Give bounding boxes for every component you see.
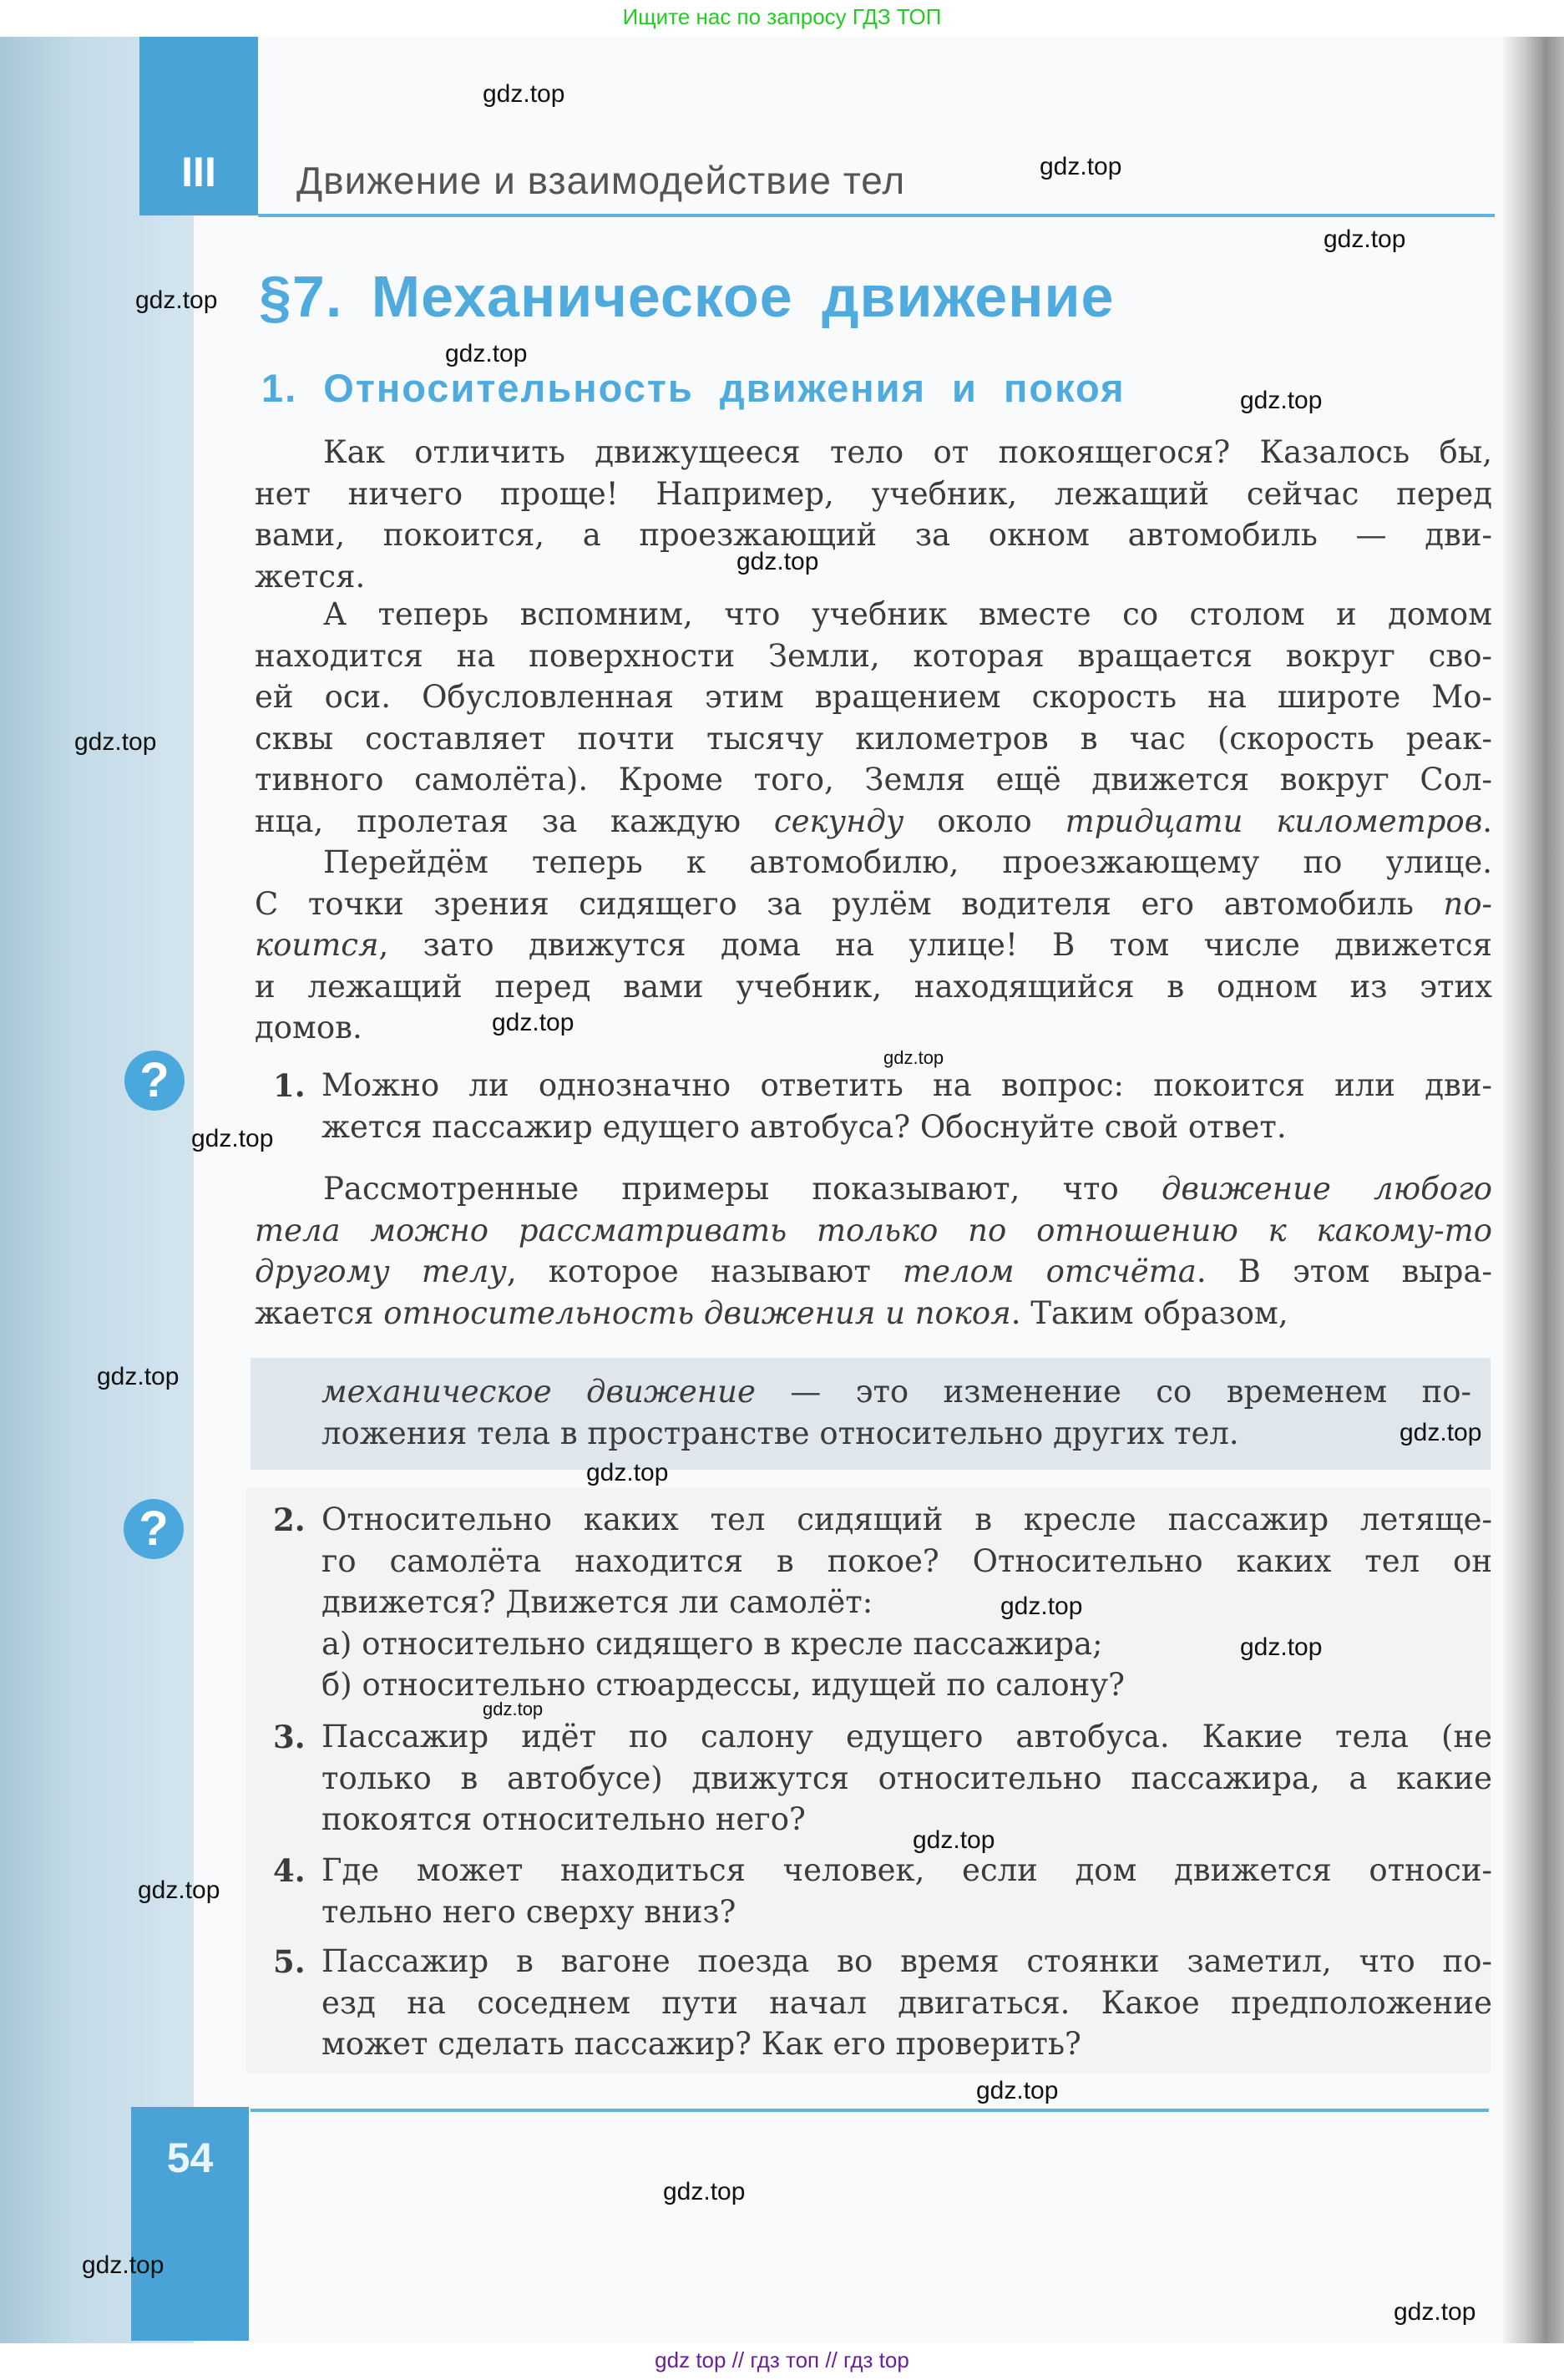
question-text-line [321,1718,1492,1756]
text-segment: жется. [255,558,366,595]
paragraph-line [255,968,1492,1006]
paragraph-line [255,1212,1492,1250]
text-segment: может сделать пассажир? Как его проверить? [321,2026,1081,2062]
question-text-line [321,1760,1492,1798]
paragraph-line [255,558,1492,596]
text-segment: Рассмотренные примеры показывают, что [323,1171,1162,1207]
watermark-text: gdz.top [736,548,819,575]
watermark-text: gdz.top [1394,2298,1476,2326]
paragraph-line [323,1170,1492,1208]
paragraph-line [323,433,1492,472]
watermark-text: gdz.top [976,2077,1059,2104]
page-left-margin [0,37,194,2343]
question-number: 5. [273,1943,306,1980]
definition-line [321,1415,1471,1453]
emphasized-text: тридцати километров [1065,803,1483,839]
watermark-text: gdz.top [74,728,157,756]
text-segment: Перейдём теперь к автомобилю, проезжающему по улице. [323,844,1492,880]
text-segment: го самолёта находится в покое? Относительно каких тел он [321,1542,1492,1579]
footer-banner[interactable]: gdz top // гдз топ // гдз top [0,2343,1564,2380]
definition-line [321,1373,1471,1411]
text-segment: . В этом выра- [1196,1253,1492,1289]
paragraph-line [255,720,1492,758]
paragraph-line [255,475,1492,514]
text-segment: покоятся относительно него? [321,1801,806,1837]
question-icon: ? [124,1499,184,1559]
paragraph-line [255,637,1492,676]
text-segment: Где может находиться человек, если дом движется относи- [321,1852,1492,1888]
watermark-text: gdz.top [1240,387,1323,414]
text-segment: Можно ли однозначно ответить на вопрос: покоится или дви- [321,1067,1492,1103]
section-title: §7. Механическое движение [259,264,1115,329]
watermark-text: gdz.top [1324,225,1406,253]
text-segment: жется пассажир едущего автобуса? Обоснуйте свой ответ. [321,1108,1287,1145]
emphasized-text: секунду [773,803,904,839]
chapter-number: III [181,149,216,195]
watermark-text: gdz.top [913,1826,995,1854]
emphasized-text: коится [255,927,379,963]
question-text-line [321,1800,1492,1839]
text-segment: только в автобусе) движутся относительно пассажира, а какие [321,1760,1492,1796]
text-segment: Относительно каких тел сидящий в кресле пассажир летяще- [321,1501,1492,1537]
text-segment: С точки зрения сидящего за рулём водителя его автомобиль [255,885,1444,922]
question-number: 3. [273,1719,306,1755]
text-segment: ей оси. Обусловленная этим вращением скорость на широте Мо- [255,679,1492,715]
paragraph-line [255,1009,1492,1047]
watermark-text: gdz.top [492,1009,574,1036]
watermark-text: gdz.top [483,80,565,108]
page-binding-shadow [1503,37,1564,2343]
text-segment: , зато движутся дома на улице! В том числе движется [378,927,1492,963]
emphasized-text: механическое движение [321,1374,756,1410]
subsection-title: 1. Относительность движения и покоя [261,366,1126,410]
text-segment: около [903,803,1065,839]
paragraph-line [255,803,1492,841]
text-segment: ложения тела в пространстве относительно других тел. [321,1415,1239,1451]
header-divider [258,214,1495,217]
watermark-text: gdz.top [586,1459,669,1486]
question-text-line [321,1583,1492,1622]
text-segment: домов. [255,1010,362,1046]
question-text-line [321,1893,1492,1932]
paragraph-line [255,926,1492,965]
chapter-title: Движение и взаимодействие тел [296,159,906,202]
watermark-text: gdz.top [1400,1419,1482,1446]
question-text-line [321,1984,1492,2023]
text-segment: движется? Движется ли самолёт: [321,1584,873,1620]
page-number: 54 [166,2134,214,2181]
watermark-text: gdz.top [191,1125,274,1152]
text-segment: тивного самолёта). Кроме того, Земля ещё движется вокруг Сол- [255,762,1492,798]
question-number: 2. [273,1501,306,1538]
text-segment: Пассажир в вагоне поезда во время стоянки заметил, что по- [321,1943,1492,1979]
watermark-text: gdz.top [1240,1633,1323,1661]
emphasized-text: по- [1443,885,1492,922]
emphasized-text: другому телу [255,1253,507,1289]
top-banner[interactable]: Ищите нас по запросу ГДЗ ТОП [0,0,1564,37]
paragraph-line [323,595,1492,634]
question-text-line [321,1501,1492,1539]
paragraph-line [323,843,1492,882]
watermark-text: gdz.top [1000,1593,1083,1620]
watermark-text: gdz.top [883,1047,944,1068]
question-icon: ? [124,1051,185,1111]
emphasized-text: телом отсчёта [903,1253,1197,1289]
watermark-text: gdz.top [445,340,528,367]
watermark-text: gdz.top [138,1876,220,1904]
text-segment: сквы составляет почти тысячу километров в час (скорость реак- [255,720,1492,757]
text-segment: а) относительно сидящего в кресле пассажира; [321,1625,1103,1662]
emphasized-text: относительность движения и покоя [383,1294,1011,1331]
text-segment: находится на поверхности Земли, которая вращается вокруг сво- [255,637,1492,674]
question-text-line [321,1851,1492,1890]
text-segment: . Таким образом, [1010,1294,1288,1331]
text-segment: — это изменение со временем по- [755,1374,1471,1410]
emphasized-text: тела можно рассматривать только по отношению к какому-то [255,1212,1492,1248]
paragraph-line [255,516,1492,554]
text-segment: тельно него сверху вниз? [321,1893,736,1930]
paragraph-line [255,678,1492,717]
text-segment: Как отличить движущееся тело от покоящегося? Казалось бы, [323,434,1492,470]
question-number: 1. [273,1067,306,1104]
text-segment: б) относительно стюардессы, идущей по салону? [321,1667,1125,1703]
paragraph-line [255,885,1492,924]
text-segment: нца, пролетая за каждую [255,803,774,839]
text-segment: вами, покоится, а проезжающий за окном автомобиль — дви- [255,517,1492,553]
question-text-line [321,1942,1492,1981]
text-segment: жается [255,1294,384,1331]
watermark-text: gdz.top [135,286,218,314]
text-segment: и лежащий перед вами учебник, находящийся в одном из этих [255,968,1492,1005]
footer-divider [251,2109,1489,2112]
text-segment: Пассажир идёт по салону едущего автобуса. Какие тела (не [321,1719,1492,1755]
watermark-text: gdz.top [663,2178,746,2205]
text-segment: А теперь вспомним, что учебник вместе со столом и домом [323,596,1492,632]
paragraph-line [255,1253,1492,1291]
question-text-line [321,1066,1492,1105]
question-text-line [321,1108,1492,1147]
question-text-line [321,1542,1492,1581]
text-segment: , которое называют [506,1253,903,1289]
watermark-text: gdz.top [82,2251,164,2279]
text-segment: езд на соседнем пути начал двигаться. Какое предположение [321,1984,1492,2021]
text-segment: нет ничего проще! Например, учебник, лежащий сейчас перед [255,475,1492,512]
emphasized-text: движение любого [1161,1171,1492,1207]
paragraph-line [255,761,1492,799]
watermark-text: gdz.top [1040,153,1122,180]
watermark-text: gdz.top [97,1363,180,1390]
watermark-text: gdz.top [483,1699,544,1719]
text-segment: . [1482,803,1493,839]
question-number: 4. [273,1852,306,1889]
paragraph-line [255,1294,1492,1333]
question-text-line [321,2025,1492,2064]
